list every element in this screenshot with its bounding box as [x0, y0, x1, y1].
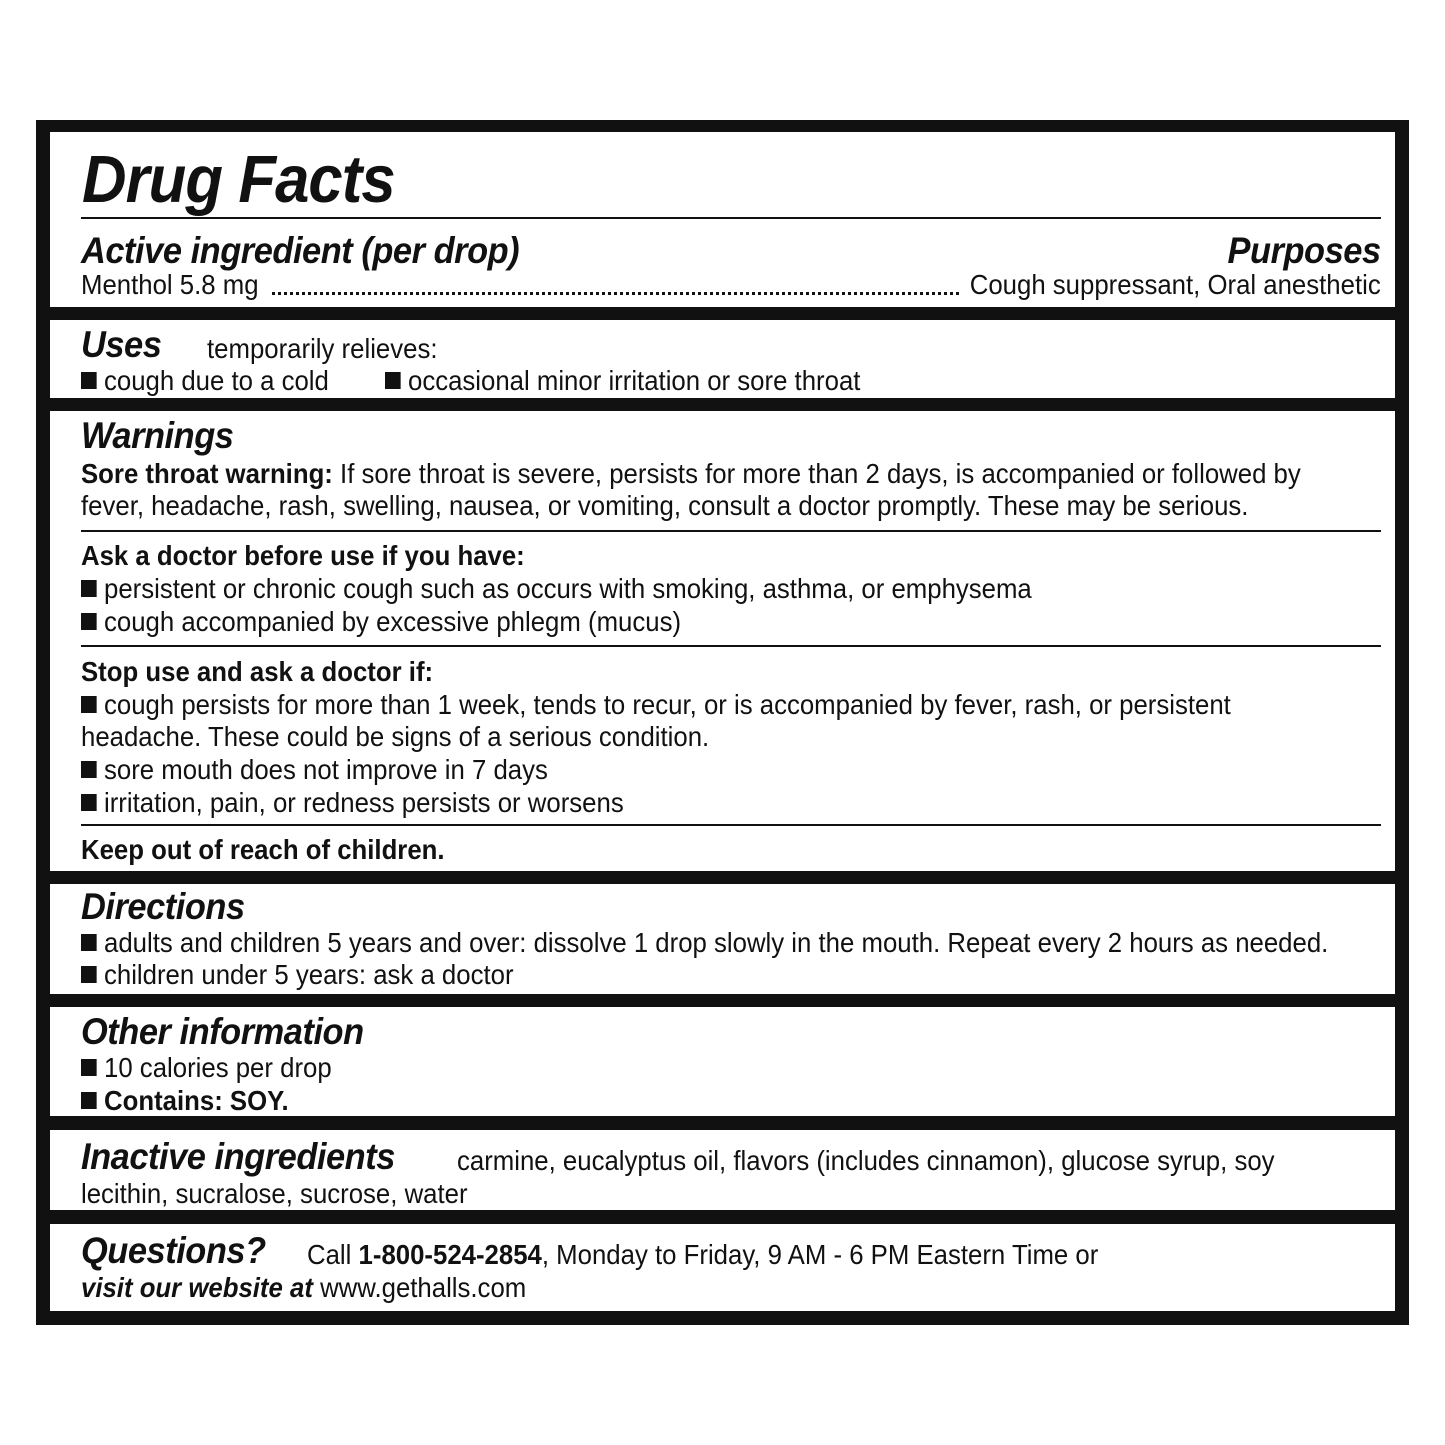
other-info-item: 10 calories per drop	[81, 1051, 332, 1084]
inactive-section	[50, 1130, 1395, 1210]
questions-section	[50, 1224, 1395, 1311]
active-ingredient-value: Menthol 5.8 mg	[81, 269, 259, 300]
ask-doctor-heading: Ask a doctor before use if you have:	[81, 540, 525, 571]
active-ingredient-heading: Active ingredient (per drop)	[81, 230, 520, 271]
bullet-icon	[81, 372, 97, 389]
inactive-ingredients-line: lecithin, sucralose, sucrose, water	[81, 1178, 468, 1209]
website-link: www.gethalls.com	[320, 1272, 527, 1303]
stop-use-item-cont: headache. These could be signs of a serious condition.	[81, 721, 710, 752]
directions-item: adults and children 5 years and over: dissolve 1 drop slowly in the mouth. Repeat every 2 hours as needed.	[81, 926, 1328, 959]
other-info-item: Contains: SOY.	[81, 1084, 289, 1117]
directions-section	[50, 884, 1395, 994]
uses-intro: temporarily relieves:	[207, 333, 438, 364]
phone-number: 1-800-524-2854	[358, 1239, 542, 1270]
leader-dots	[272, 274, 959, 295]
other-info-heading: Other information	[81, 1011, 364, 1052]
divider	[81, 645, 1381, 647]
directions-item: children under 5 years: ask a doctor	[81, 958, 514, 991]
uses-item: cough due to a cold	[81, 364, 329, 397]
bullet-icon	[81, 613, 97, 630]
warnings-section	[50, 411, 1395, 871]
questions-heading: Questions?	[81, 1230, 266, 1271]
stop-use-item: sore mouth does not improve in 7 days	[81, 753, 548, 786]
uses-heading: Uses	[81, 324, 162, 365]
sore-throat-warning: Sore throat warning: If sore throat is severe, persists for more than 2 days, is accompanied or followed by	[81, 458, 1301, 489]
bullet-icon	[81, 934, 97, 951]
bullet-icon	[81, 580, 97, 597]
bullet-icon	[81, 761, 97, 778]
divider	[81, 530, 1381, 532]
purposes-heading: Purposes	[1227, 230, 1381, 271]
stop-use-heading: Stop use and ask a doctor if:	[81, 656, 434, 687]
stop-use-item: irritation, pain, or redness persists or worsens	[81, 786, 624, 819]
uses-item: occasional minor irritation or sore throat	[385, 364, 860, 397]
uses-section	[50, 320, 1395, 398]
bullet-icon	[81, 696, 97, 713]
ask-doctor-item: cough accompanied by excessive phlegm (mucus)	[81, 605, 681, 638]
directions-heading: Directions	[81, 886, 245, 927]
bullet-icon	[81, 1092, 97, 1109]
inactive-ingredients-line: carmine, eucalyptus oil, flavors (includes cinnamon), glucose syrup, soy	[457, 1145, 1275, 1176]
website-line: visit our website at www.gethalls.com	[81, 1272, 527, 1303]
questions-contact: Call 1-800-524-2854, Monday to Friday, 9 AM - 6 PM Eastern Time or	[307, 1239, 1099, 1270]
ask-doctor-item: persistent or chronic cough such as occurs with smoking, asthma, or emphysema	[81, 572, 1032, 605]
divider	[81, 824, 1381, 826]
divider	[81, 217, 1381, 219]
warnings-heading: Warnings	[81, 415, 234, 456]
inactive-heading: Inactive ingredients	[81, 1136, 395, 1177]
purpose-value: Cough suppressant, Oral anesthetic	[970, 269, 1381, 300]
bullet-icon	[81, 794, 97, 811]
bullet-icon	[81, 1059, 97, 1076]
other-info-section	[50, 1007, 1395, 1116]
bullet-icon	[385, 372, 401, 389]
keep-out-warning: Keep out of reach of children.	[81, 834, 445, 865]
stop-use-item: cough persists for more than 1 week, tends to recur, or is accompanied by fever, rash, or persistent	[81, 688, 1231, 721]
drug-facts-panel	[36, 120, 1409, 1325]
bullet-icon	[81, 966, 97, 983]
title-section	[50, 132, 1395, 307]
page-title: Drug Facts	[82, 142, 395, 217]
sore-throat-warning-cont: fever, headache, rash, swelling, nausea, or vomiting, consult a doctor promptly. These may be serious.	[81, 490, 1249, 521]
